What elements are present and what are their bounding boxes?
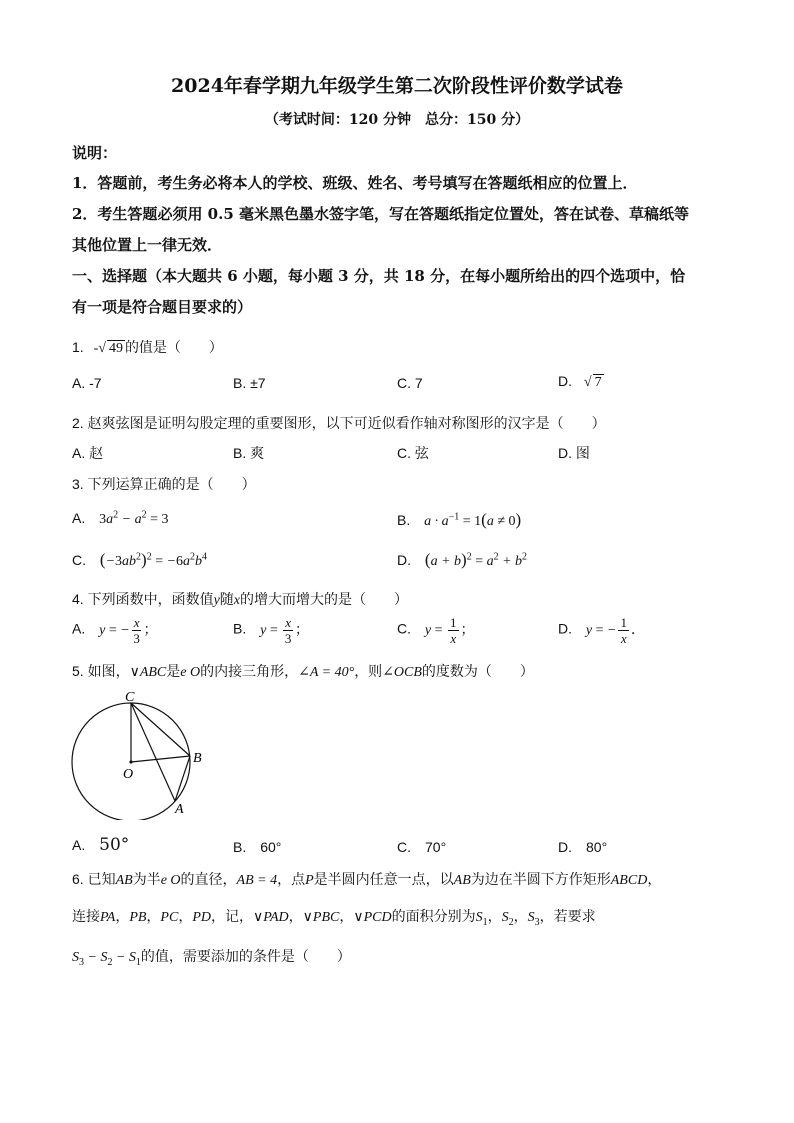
center-point-o	[129, 760, 132, 763]
question-3: 3. 下列运算正确的是（ ）	[72, 476, 256, 492]
q3-option-c[interactable]: C. $(-3ab^2)^2 = -6a^2b^4$	[72, 550, 208, 569]
q5-option-c[interactable]: C. 70°	[397, 839, 447, 855]
segment-ca	[131, 703, 175, 801]
q1-option-b[interactable]: B. ±7	[233, 375, 266, 391]
q2-option-d[interactable]: D. 图	[558, 445, 590, 461]
q5-option-d[interactable]: D. 80°	[558, 839, 608, 855]
section-1-heading-line1: 一、选择题（本大题共 6 小题，每小题 3 分，共 18 分，在每小题所给出的四个选项中，恰	[72, 267, 686, 285]
q5-option-a[interactable]: A. 50°	[72, 835, 130, 855]
q4-option-d[interactable]: D. y = − $\frac{1}{x}$ ．	[558, 615, 645, 646]
q5-circle-figure	[62, 686, 222, 820]
q4-option-c[interactable]: C. y = $\frac{1}{x}$ ；	[397, 615, 475, 646]
label-c: C	[125, 690, 135, 705]
label-a: A	[175, 802, 184, 817]
instruction-item-2-line2: 其他位置上一律无效．	[72, 236, 223, 254]
q2-option-b[interactable]: B. 爽	[233, 445, 265, 461]
question-5: 5. 如图，∨ABC是e O的内接三角形，∠A = 40°，则∠OCB的度数为（ ）	[72, 663, 534, 680]
q1-option-c[interactable]: C. 7	[397, 375, 423, 391]
question-6-line3: $S_3 - S_2 - S_1$的值，需要添加的条件是（ ）	[72, 948, 351, 968]
q4-var-x: x	[233, 593, 241, 608]
label-b: B	[193, 751, 202, 766]
question-1: 1. -√ 49 的值是（ ）	[72, 339, 223, 356]
instruction-item-2-line1: 2．考生答题必须用 0.5 毫米黑色墨水签字笔，写在答题纸指定位置处，答在试卷、草稿纸等	[72, 205, 689, 223]
q1-option-d[interactable]: D. √ 7	[558, 373, 602, 390]
q4-option-a[interactable]: A. y = − $\frac{x}{3}$ ；	[72, 615, 158, 646]
q3-option-d[interactable]: D. $(a + b)^2 = a^2 + b^2$	[397, 550, 528, 569]
question-1-text: 的值是（ ）	[124, 339, 223, 355]
question-4: 4. 下列函数中，函数值y随x的增大而增大的是（ ）	[72, 591, 409, 608]
q5-option-b[interactable]: B. 60°	[233, 839, 282, 855]
exam-title: 2024年春学期九年级学生第二次阶段性评价数学试卷	[171, 75, 623, 97]
q2-option-c[interactable]: C. 弦	[397, 445, 429, 461]
label-o: O	[123, 767, 134, 782]
question-1-number: 1.	[72, 339, 84, 355]
q1-option-a[interactable]: A. -7	[72, 375, 102, 391]
q3-option-b[interactable]: B. $a \cdot a^{-1} = 1(a \ne 0)$	[397, 510, 522, 529]
question-1-radicand: 49	[108, 341, 123, 356]
instructions-heading: 说明：	[72, 144, 118, 162]
exam-subtitle: （考试时间：120 分钟 总分：150 分）	[264, 112, 530, 128]
segment-ob	[131, 756, 190, 762]
section-1-heading-line2: 有一项是符合题目要求的）	[72, 298, 253, 316]
q2-option-a[interactable]: A. 赵	[72, 445, 104, 461]
q4-var-y: y	[213, 593, 220, 608]
question-6-line1: 6. 已知AB为半e O的直径，AB = 4，点P是半圆内任意一点，以AB为边在半圆下方作矩形ABCD，	[72, 871, 662, 888]
question-6-line2: 连接PA，PB，PC，PD，记，∨PAD，∨PBC，∨PCD的面积分别为$S_1$，$S_2$，$S_3$，若要求	[72, 908, 596, 928]
instruction-item-1: 1．答题前，考生务必将本人的学校、班级、姓名、考号填写在答题纸相应的位置上．	[72, 174, 638, 192]
question-2: 2. 赵爽弦图是证明勾股定理的重要图形，以下可近似看作轴对称图形的汉字是（ ）	[72, 415, 606, 431]
q3-option-a[interactable]: A. $3a^2 - a^2 = 3$	[72, 509, 169, 527]
q4-option-b[interactable]: B. y = $\frac{x}{3}$ ；	[233, 615, 310, 646]
